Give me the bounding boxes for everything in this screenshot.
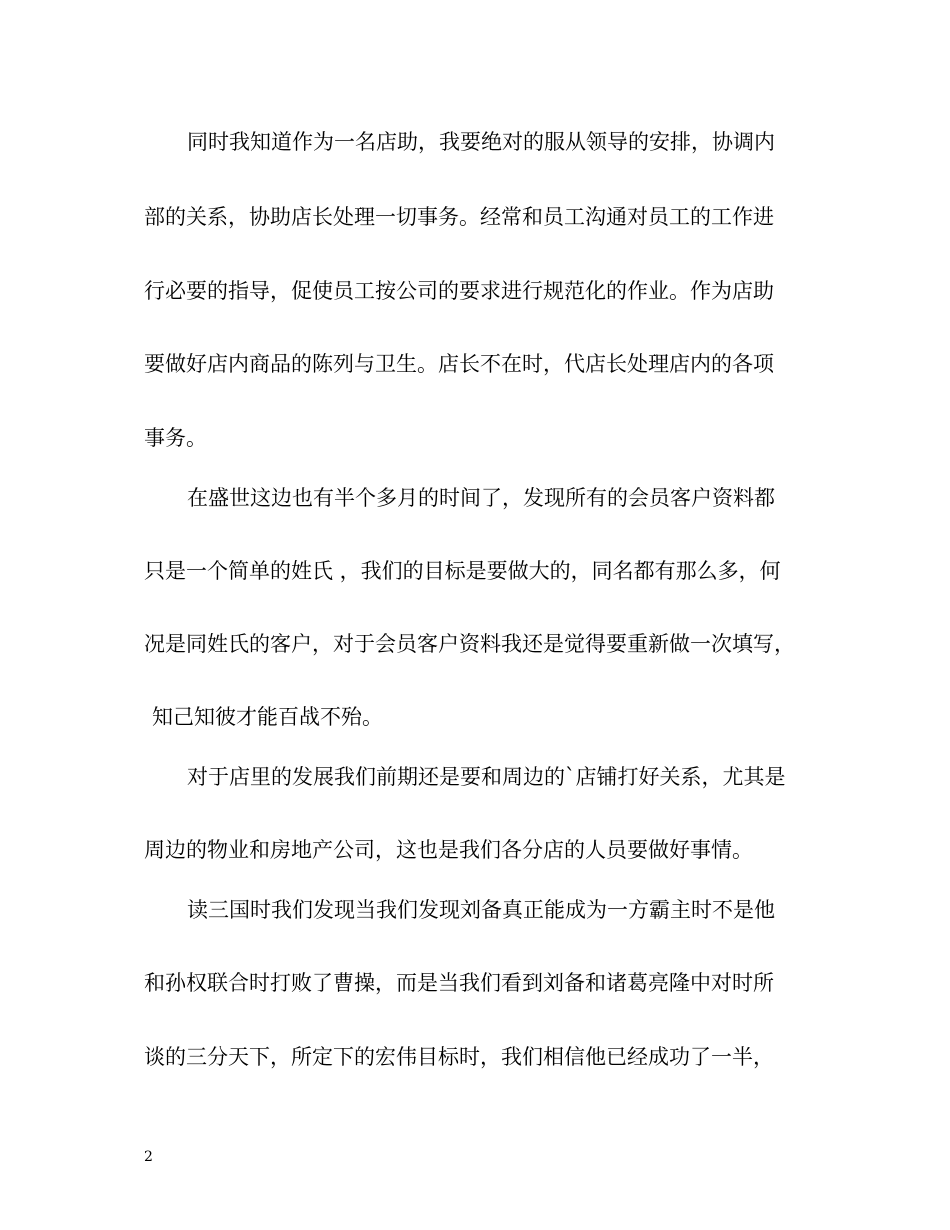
text-line-9: 知己知彼才能百战不殆。	[152, 705, 383, 729]
text-line-8: 况是同姓氏的客户，对于会员客户资料我还是觉得要重新做一次填写，	[144, 632, 795, 656]
text-line-14: 谈的三分天下，所定下的宏伟目标时，我们相信他已经成功了一半，	[144, 1045, 774, 1069]
text-line-2: 部的关系，协助店长处理一切事务。经常和员工沟通对员工的工作进	[144, 205, 774, 229]
text-line-6: 在盛世这边也有半个多月的时间了，发现所有的会员客户资料都	[187, 486, 775, 510]
text-line-7: 只是一个简单的姓氏 ，我们的目标是要做大的，同名都有那么多，何	[144, 559, 781, 583]
text-line-11: 周边的物业和房地产公司，这也是我们各分店的人员要做好事情。	[144, 838, 753, 862]
text-line-3: 行必要的指导，促使员工按公司的要求进行规范化的作业。作为店助	[144, 279, 774, 303]
text-line-12: 读三国时我们发现当我们发现刘备真正能成为一方霸主时不是他	[187, 898, 775, 922]
text-line-4: 要做好店内商品的陈列与卫生。店长不在时，代店长处理店内的各项	[144, 352, 774, 376]
text-line-10: 对于店里的发展我们前期还是要和周边的`店铺打好关系，尤其是	[187, 765, 786, 789]
text-line-13: 和孙权联合时打败了曹操，而是当我们看到刘备和诸葛亮隆中对时所	[144, 971, 774, 995]
page-number: 2	[144, 1149, 153, 1165]
text-line-5: 事务。	[144, 426, 207, 450]
text-line-1: 同时我知道作为一名店助，我要绝对的服从领导的安排，协调内	[187, 130, 775, 154]
